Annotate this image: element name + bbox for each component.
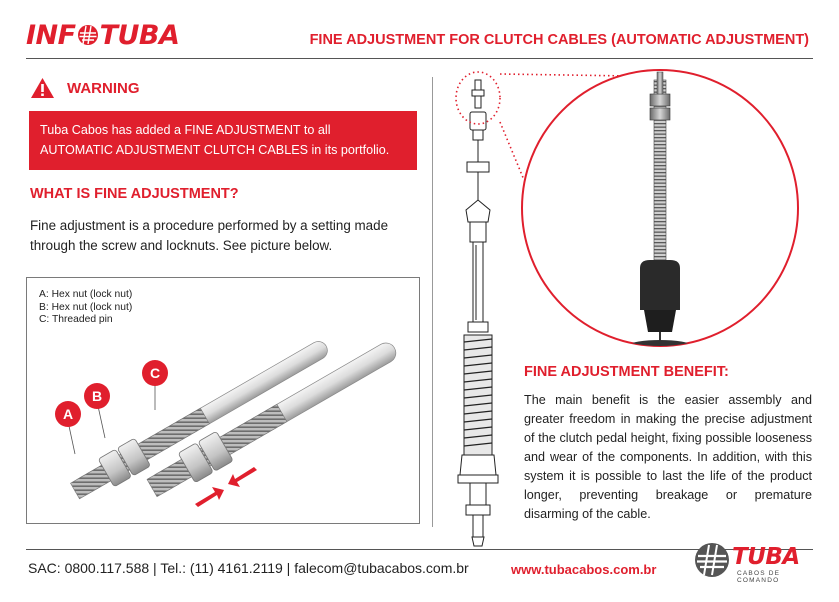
contact-info: SAC: 0800.117.588 | Tel.: (11) 4161.2119 | falecom@tubacabos.com.br [28,560,469,576]
warning-icon [30,77,55,99]
warning-label: WARNING [67,79,140,97]
logo-text-right: TUBA [99,20,180,51]
zoom-callout [440,60,830,360]
nut-diagram-figure [26,277,420,524]
marker-b [84,383,110,409]
vertical-divider [432,77,433,527]
tuba-brand-logo [694,541,819,584]
benefit-text: The main benefit is the easier assembly and greater freedom in making the precise adjustment of the clutch pedal height, fixing possible looseness and wear of the components. In addition, with this system it is possible to last the life of the product longer, preventing breakage or premature disarming of the cable. [524,393,812,521]
legend-item-c: C: Threaded pin [39,314,113,325]
brand-wheel-icon [694,542,730,578]
legend-item-b: B: Hex nut (lock nut) [39,301,133,313]
marker-c-label: C [149,365,161,381]
logo-text-left: INF [26,20,76,51]
page-title: FINE ADJUSTMENT FOR CLUTCH CABLES (AUTOMATIC ADJUSTMENT) [309,32,809,48]
marker-b-label: B [91,388,103,404]
infotuba-logo [26,20,179,51]
legend-item-a: A: Hex nut (lock nut) [39,289,133,300]
marker-c [142,360,168,386]
marker-a [55,401,81,427]
warning-box: Tuba Cabos has added a FINE ADJUSTMENT to all AUTOMATIC ADJUSTMENT CLUTCH CABLES in its portfolio. [29,111,417,170]
brand-subtitle: CABOS DE COMANDO [737,570,781,584]
threaded-pins-drawing [27,278,421,525]
benefit-title: FINE ADJUSTMENT BENEFIT: [524,364,729,380]
website-link[interactable]: www.tubacabos.com.br [511,562,657,577]
right-threaded-pin [144,333,403,502]
warning-heading [30,77,140,99]
header-divider [26,58,813,59]
wheel-icon [77,24,99,46]
what-is-title: WHAT IS FINE ADJUSTMENT? [30,186,239,202]
marker-a-label: A [62,406,74,422]
what-is-text: Fine adjustment is a procedure performed by a setting made through the screw and locknuts. See picture below. [30,218,389,253]
brand-name: TUBA [732,544,800,570]
